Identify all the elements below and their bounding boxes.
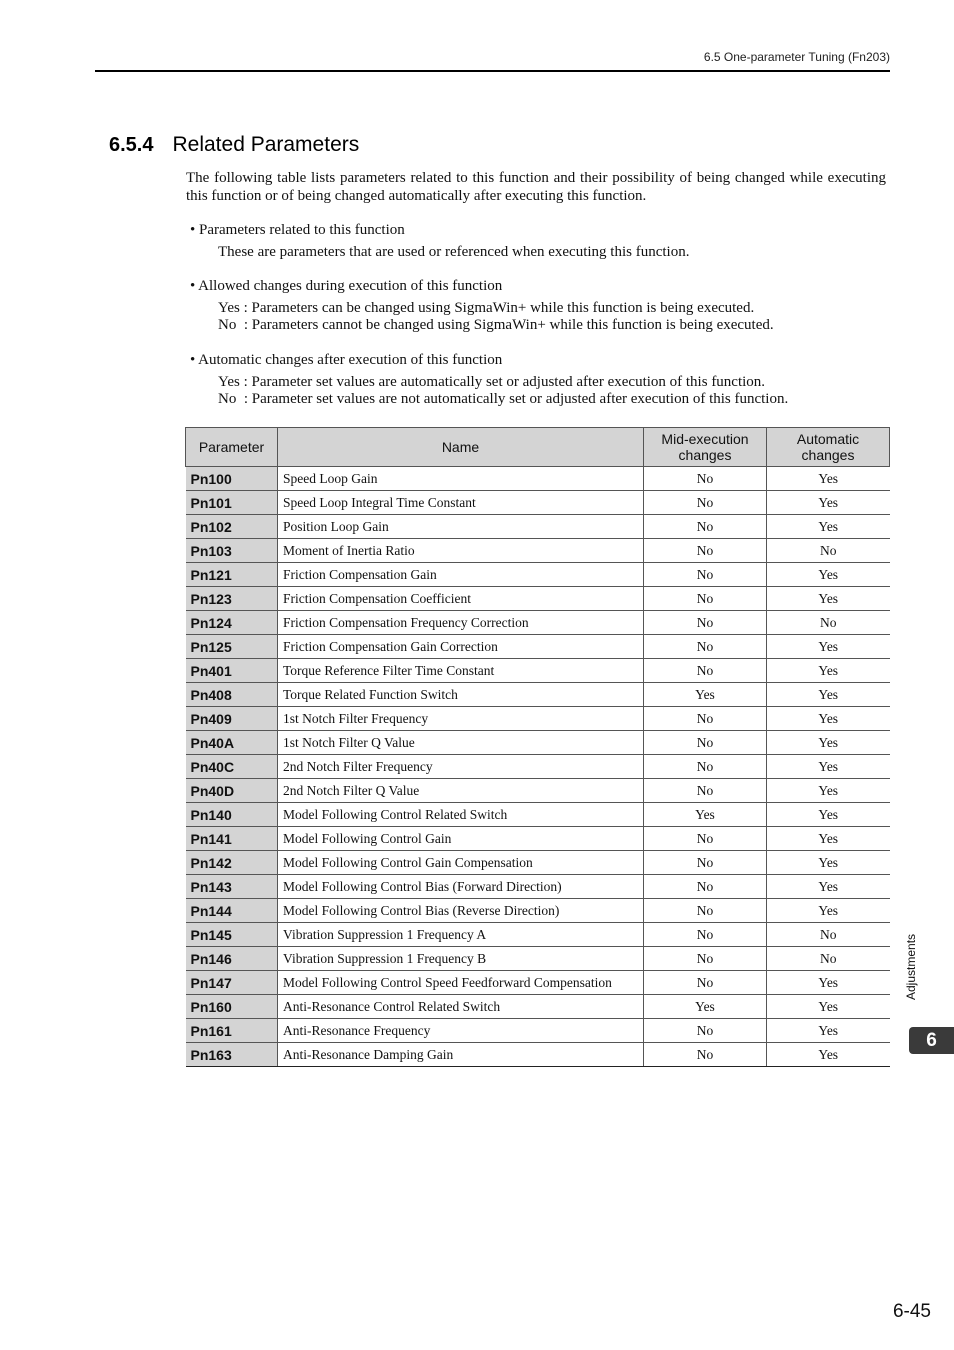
header-rule bbox=[95, 70, 890, 72]
mid-execution-cell: No bbox=[644, 731, 767, 755]
mid-execution-cell: No bbox=[644, 563, 767, 587]
param-code-cell: Pn103 bbox=[186, 539, 278, 563]
param-code-cell: Pn141 bbox=[186, 827, 278, 851]
mid-execution-cell: No bbox=[644, 947, 767, 971]
param-code-cell: Pn124 bbox=[186, 611, 278, 635]
section-title: Related Parameters bbox=[172, 133, 360, 156]
table-row bbox=[186, 971, 890, 995]
mid-execution-cell: No bbox=[644, 755, 767, 779]
automatic-cell: Yes bbox=[767, 1043, 890, 1067]
table-row bbox=[186, 1043, 890, 1067]
header-mid-execution: Mid-execution changes bbox=[644, 428, 767, 467]
table-row bbox=[186, 1019, 890, 1043]
mid-execution-cell: No bbox=[644, 587, 767, 611]
automatic-cell: Yes bbox=[767, 779, 890, 803]
param-name-cell: 2nd Notch Filter Q Value bbox=[278, 779, 644, 803]
header-parameter: Parameter bbox=[186, 428, 278, 467]
param-code-cell: Pn40C bbox=[186, 755, 278, 779]
table-row bbox=[186, 707, 890, 731]
param-name-cell: Torque Related Function Switch bbox=[278, 683, 644, 707]
mid-execution-cell: No bbox=[644, 875, 767, 899]
automatic-cell: Yes bbox=[767, 851, 890, 875]
table-row bbox=[186, 923, 890, 947]
table-row bbox=[186, 779, 890, 803]
mid-execution-cell: Yes bbox=[644, 995, 767, 1019]
mid-execution-cell: No bbox=[644, 779, 767, 803]
param-name-cell: Anti-Resonance Frequency bbox=[278, 1019, 644, 1043]
automatic-cell: Yes bbox=[767, 803, 890, 827]
mid-execution-cell: No bbox=[644, 971, 767, 995]
intro-paragraph: The following table lists parameters related to this function and their possibility of being changed while executing this function or of being changed automatically after executing this function. bbox=[186, 170, 886, 204]
param-name-cell: Speed Loop Integral Time Constant bbox=[278, 491, 644, 515]
param-code-cell: Pn163 bbox=[186, 1043, 278, 1067]
bullet-title: • Automatic changes after execution of this function bbox=[190, 352, 503, 368]
param-code-cell: Pn160 bbox=[186, 995, 278, 1019]
table-row bbox=[186, 539, 890, 563]
param-code-cell: Pn142 bbox=[186, 851, 278, 875]
automatic-cell: Yes bbox=[767, 1019, 890, 1043]
automatic-cell: Yes bbox=[767, 971, 890, 995]
param-code-cell: Pn161 bbox=[186, 1019, 278, 1043]
table-row bbox=[186, 611, 890, 635]
table-header-row bbox=[186, 428, 890, 467]
bullet-line: No : Parameter set values are not automatically set or adjusted after execution of this function. bbox=[218, 391, 789, 407]
header-automatic: Automatic changes bbox=[767, 428, 890, 467]
table-row bbox=[186, 467, 890, 491]
param-name-cell: Torque Reference Filter Time Constant bbox=[278, 659, 644, 683]
bullet-line: No : Parameters cannot be changed using SigmaWin+ while this function is being executed. bbox=[218, 317, 774, 333]
param-name-cell: Model Following Control Gain bbox=[278, 827, 644, 851]
table-row bbox=[186, 683, 890, 707]
bullet-title: • Allowed changes during execution of this function bbox=[190, 278, 503, 294]
bullet-title: • Parameters related to this function bbox=[190, 222, 405, 238]
param-code-cell: Pn147 bbox=[186, 971, 278, 995]
mid-execution-cell: No bbox=[644, 923, 767, 947]
table-row bbox=[186, 851, 890, 875]
bullet-parameters-related bbox=[190, 222, 689, 261]
param-name-cell: Position Loop Gain bbox=[278, 515, 644, 539]
automatic-cell: Yes bbox=[767, 683, 890, 707]
automatic-cell: Yes bbox=[767, 995, 890, 1019]
automatic-cell: No bbox=[767, 611, 890, 635]
param-code-cell: Pn121 bbox=[186, 563, 278, 587]
automatic-cell: Yes bbox=[767, 899, 890, 923]
param-code-cell: Pn140 bbox=[186, 803, 278, 827]
table-row bbox=[186, 731, 890, 755]
mid-execution-cell: No bbox=[644, 899, 767, 923]
param-code-cell: Pn401 bbox=[186, 659, 278, 683]
param-code-cell: Pn146 bbox=[186, 947, 278, 971]
chapter-tab[interactable]: 6 bbox=[909, 1027, 954, 1054]
mid-execution-cell: No bbox=[644, 467, 767, 491]
table-row bbox=[186, 827, 890, 851]
running-head: 6.5 One-parameter Tuning (Fn203) bbox=[703, 50, 890, 64]
automatic-cell: No bbox=[767, 539, 890, 563]
automatic-cell: Yes bbox=[767, 467, 890, 491]
page-number: 6-45 bbox=[892, 1301, 931, 1322]
table-row bbox=[186, 947, 890, 971]
param-code-cell: Pn144 bbox=[186, 899, 278, 923]
param-code-cell: Pn102 bbox=[186, 515, 278, 539]
param-code-cell: Pn125 bbox=[186, 635, 278, 659]
mid-execution-cell: No bbox=[644, 1043, 767, 1067]
param-name-cell: Vibration Suppression 1 Frequency B bbox=[278, 947, 644, 971]
param-name-cell: Friction Compensation Gain Correction bbox=[278, 635, 644, 659]
automatic-cell: No bbox=[767, 923, 890, 947]
mid-execution-cell: No bbox=[644, 707, 767, 731]
automatic-cell: Yes bbox=[767, 659, 890, 683]
mid-execution-cell: No bbox=[644, 827, 767, 851]
automatic-cell: Yes bbox=[767, 635, 890, 659]
param-name-cell: Model Following Control Speed Feedforward Compensation bbox=[278, 971, 644, 995]
chapter-side-label: Adjustments bbox=[904, 933, 918, 1000]
param-name-cell: Model Following Control Bias (Reverse Direction) bbox=[278, 899, 644, 923]
bullet-allowed-changes bbox=[190, 278, 774, 335]
param-name-cell: Model Following Control Bias (Forward Direction) bbox=[278, 875, 644, 899]
table-body bbox=[186, 467, 890, 1067]
automatic-cell: Yes bbox=[767, 875, 890, 899]
param-name-cell: 2nd Notch Filter Frequency bbox=[278, 755, 644, 779]
table-row bbox=[186, 659, 890, 683]
param-code-cell: Pn123 bbox=[186, 587, 278, 611]
param-code-cell: Pn408 bbox=[186, 683, 278, 707]
param-name-cell: Vibration Suppression 1 Frequency A bbox=[278, 923, 644, 947]
automatic-cell: Yes bbox=[767, 827, 890, 851]
mid-execution-cell: No bbox=[644, 515, 767, 539]
mid-execution-cell: No bbox=[644, 635, 767, 659]
param-name-cell: 1st Notch Filter Frequency bbox=[278, 707, 644, 731]
automatic-cell: No bbox=[767, 947, 890, 971]
bullet-automatic-changes bbox=[190, 352, 788, 409]
bullet-line: Yes : Parameters can be changed using SigmaWin+ while this function is being executed. bbox=[218, 299, 755, 316]
param-code-cell: Pn40A bbox=[186, 731, 278, 755]
table-row bbox=[186, 491, 890, 515]
automatic-cell: Yes bbox=[767, 587, 890, 611]
param-name-cell: Moment of Inertia Ratio bbox=[278, 539, 644, 563]
table-row bbox=[186, 563, 890, 587]
mid-execution-cell: No bbox=[644, 851, 767, 875]
table-row bbox=[186, 875, 890, 899]
automatic-cell: Yes bbox=[767, 755, 890, 779]
param-code-cell: Pn40D bbox=[186, 779, 278, 803]
automatic-cell: Yes bbox=[767, 707, 890, 731]
param-code-cell: Pn100 bbox=[186, 467, 278, 491]
param-name-cell: Model Following Control Gain Compensation bbox=[278, 851, 644, 875]
bullet-line: Yes : Parameter set values are automatically set or adjusted after execution of this function. bbox=[218, 373, 766, 390]
param-name-cell: 1st Notch Filter Q Value bbox=[278, 731, 644, 755]
param-name-cell: Friction Compensation Gain bbox=[278, 563, 644, 587]
param-code-cell: Pn143 bbox=[186, 875, 278, 899]
table-row bbox=[186, 755, 890, 779]
mid-execution-cell: No bbox=[644, 659, 767, 683]
param-name-cell: Anti-Resonance Damping Gain bbox=[278, 1043, 644, 1067]
param-name-cell: Friction Compensation Coefficient bbox=[278, 587, 644, 611]
related-parameters-table bbox=[185, 427, 890, 1067]
mid-execution-cell: No bbox=[644, 1019, 767, 1043]
mid-execution-cell: No bbox=[644, 491, 767, 515]
param-name-cell: Anti-Resonance Control Related Switch bbox=[278, 995, 644, 1019]
table-row bbox=[186, 899, 890, 923]
mid-execution-cell: Yes bbox=[644, 803, 767, 827]
param-code-cell: Pn409 bbox=[186, 707, 278, 731]
param-name-cell: Speed Loop Gain bbox=[278, 467, 644, 491]
mid-execution-cell: No bbox=[644, 539, 767, 563]
section-heading bbox=[109, 133, 359, 157]
automatic-cell: Yes bbox=[767, 515, 890, 539]
table-row bbox=[186, 635, 890, 659]
header-name: Name bbox=[278, 428, 644, 467]
automatic-cell: Yes bbox=[767, 563, 890, 587]
mid-execution-cell: No bbox=[644, 611, 767, 635]
param-name-cell: Model Following Control Related Switch bbox=[278, 803, 644, 827]
table-row bbox=[186, 587, 890, 611]
param-code-cell: Pn101 bbox=[186, 491, 278, 515]
automatic-cell: Yes bbox=[767, 731, 890, 755]
section-number: 6.5.4 bbox=[109, 134, 154, 156]
param-code-cell: Pn145 bbox=[186, 923, 278, 947]
table-row bbox=[186, 803, 890, 827]
mid-execution-cell: Yes bbox=[644, 683, 767, 707]
param-name-cell: Friction Compensation Frequency Correction bbox=[278, 611, 644, 635]
bullet-line: These are parameters that are used or referenced when executing this function. bbox=[218, 243, 690, 260]
table-row bbox=[186, 995, 890, 1019]
automatic-cell: Yes bbox=[767, 491, 890, 515]
table-row bbox=[186, 515, 890, 539]
